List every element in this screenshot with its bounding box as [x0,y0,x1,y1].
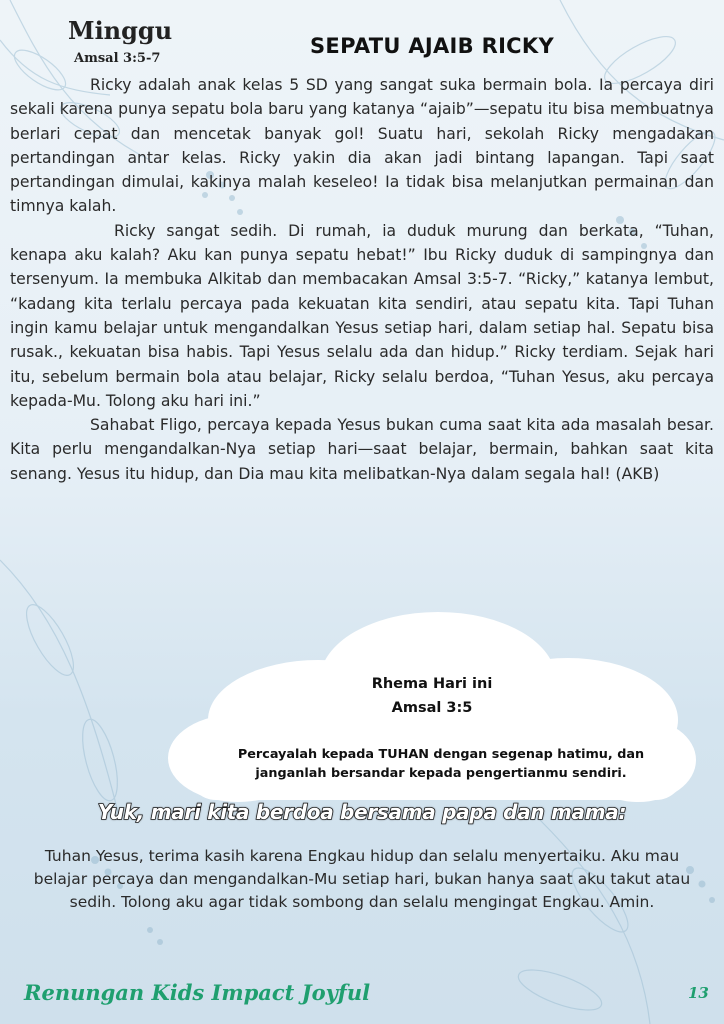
rhema-cloud [168,610,696,810]
story-paragraph-3: Sahabat Fligo, percaya kepada Yesus bukan cuma saat kita ada masalah besar. Kita perlu mengandalkan-Nya setiap hari—saat belajar, bermain, bahkan saat kita senang. Yesus itu hidup, dan Dia mau kita melibatkan-Nya dalam segala hal! (AKB) [10,416,714,483]
rhema-title: Rhema Hari ini [371,676,493,692]
day-label: Minggu [68,16,173,45]
page-number: 13 [688,984,709,1002]
prayer-text: Tuhan Yesus, terima kasih karena Engkau hidup dan selalu menyertaiku. Aku mau belajar percaya dan mengandalkan-Mu setiap hari, bukan hanya saat aku takut atau sedih. Tolong aku agar tidak sombong dan selalu mengingat Engkau. Amin. [33,847,691,911]
rhema-verse: Percayalah kepada TUHAN dengan segenap hatimu, dan janganlah bersandar kepada pengertianmu sendiri. [237,747,645,781]
story-paragraph-1: Ricky adalah anak kelas 5 SD yang sangat suka bermain bola. Ia percaya diri sekali karena punya sepatu bola baru yang katanya “ajaib”—sepatu itu bisa membuatnya berlari cepat dan mencetak banyak gol! Suatu hari, sekolah Ricky mengadakan pertandingan antar kelas. Ricky yakin dia akan jadi bintang lapangan. Tapi saat pertandingan dimulai, kakinya malah keseleo! Ia tidak bisa melanjutkan permainan dan timnya kalah. [10,76,714,216]
story-body [10,73,714,486]
scripture-reference: Amsal 3:5-7 [74,51,161,66]
footer-brand: Renungan Kids Impact Joyful [24,980,371,1005]
rhema-reference: Amsal 3:5 [391,700,473,716]
story-paragraph-2: Ricky sangat sedih. Di rumah, ia duduk murung dan berkata, “Tuhan, kenapa aku kalah? Aku kan punya sepatu hebat!” Ibu Ricky duduk di sampingnya dan tersenyum. Ia membuka Alkitab dan membacakan Amsal 3:5-7. “Ricky,” katanya lembut, “kadang kita terlalu percaya pada kekuatan kita sendiri, atau sepatu kita. Tapi Tuhan ingin kamu belajar untuk mengandalkan Yesus setiap hari, dalam setiap hal. Sepatu bisa rusak., kekuatan bisa habis. Tapi Yesus selalu ada dan hidup.” Ricky terdiam. Sejak hari itu, sebelum bermain bola atau belajar, Ricky selalu berdoa, “Tuhan Yesus, aku percaya kepada-Mu. Tolong aku hari ini.” [10,221,714,410]
prayer-heading: Yuk, mari kita berdoa bersama papa dan mama: [97,800,627,824]
story-title: SEPATU AJAIB RICKY [310,34,554,58]
